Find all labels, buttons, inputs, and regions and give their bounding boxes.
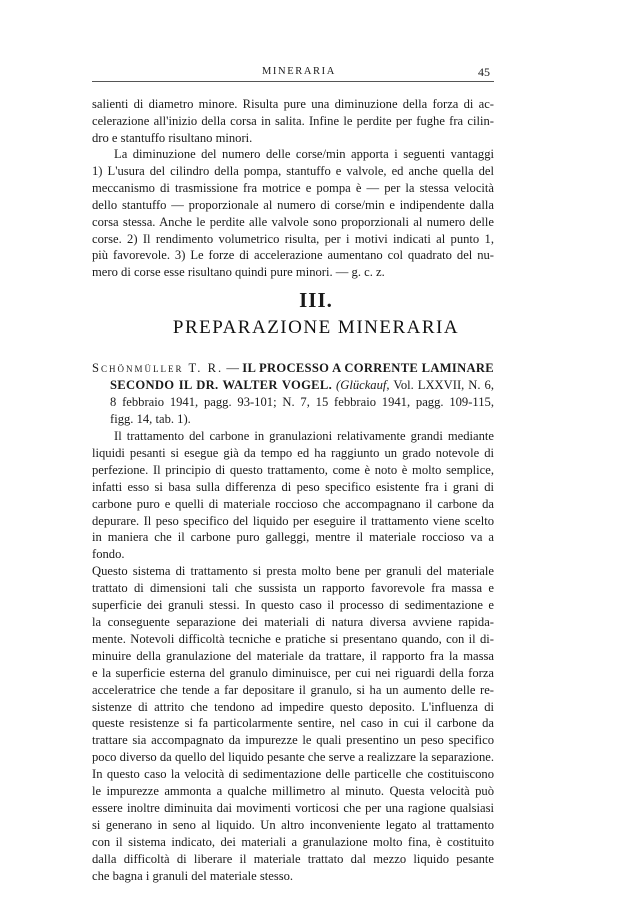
text-line: meccanismo di trasmissione fra motrice e pompa è — per la stessa velocità — [92, 180, 494, 195]
reference-journal: (Glückauf, — [336, 377, 390, 392]
reference-line: figg. 14, tab. 1). — [110, 411, 191, 426]
reference-line: 8 febbraio 1941, pagg. 93-101; N. 7, 15 febbraio 1941, pagg. 109-115, — [110, 394, 494, 409]
text-line: in maniera che il carbone puro galleggi, mentre il materiale roccioso va a fondo. — [92, 530, 494, 562]
section-number: III. — [299, 288, 333, 312]
text-line: dro e stantuffo risultano minori. — [92, 130, 253, 145]
bibliographic-reference — [92, 360, 494, 428]
running-head-title: MINERARIA — [262, 66, 336, 77]
text-line: più favorevole. 3) Le forze di accelerazione aumentano col quadrato del nu- — [92, 248, 494, 263]
text-line: dalla difficoltà di liberare il materiale trattato dal mezzo liquido pesante — [92, 851, 494, 866]
running-head — [0, 66, 632, 80]
text-line: si generano in seno al liquido. Un altro inconveniente legato al trattamento — [92, 817, 494, 832]
reference-author: Schönmüller T. R. — [92, 361, 224, 375]
paragraph-continued — [92, 96, 494, 147]
text-line: celerazione all'inizio della corsa in salita. Infine le perdite per fughe fra cilin- — [92, 113, 494, 128]
reference-dash: — — [223, 361, 243, 375]
text-line: depurare. Il peso specifico del liquido per eseguire il trattamento viene scelto — [92, 513, 494, 528]
text-line: le impurezze ammonta a qualche millimetro al minuto. Questa velocità può — [92, 784, 494, 799]
text-line: dello stantuffo — proporzionale al numero di corse/min e indipendente dalla — [92, 197, 494, 212]
text-line: Questo sistema di trattamento si presta molto bene per granuli del materiale — [92, 564, 494, 579]
text-line: trattato di dimensioni tali che sussista un rapporto favorevole fra massa e — [92, 581, 494, 596]
paragraph-body — [92, 428, 494, 884]
text-line: corsa stessa. Anche le perdite alle valvole sono proporzionali al numero delle — [92, 214, 494, 229]
text-line: 1) L'usura del cilindro della pompa, stantuffo e valvole, ed anche quella del — [92, 163, 494, 178]
text-line: corse. 2) Il rendimento volumetrico risulta, per i motivi indicati al punto 1, — [92, 231, 494, 246]
text-line: trattare sia accompagnato da impurezze le quali presentino un peso specifico — [92, 733, 494, 748]
text-line: infatti esso si basa sulla differenza di peso specifico esistente fra i grani di — [92, 479, 494, 494]
text-line: poco diverso da quello del liquido pesante che serve a realizzare la separazione. — [92, 750, 494, 765]
paragraph-advantages — [92, 146, 494, 281]
reference-line — [92, 360, 494, 377]
text-line: In questo caso la velocità di sedimentazione delle particelle che costituiscono — [92, 767, 494, 782]
text-line: mero di corse esse risultano quindi pure minori. — g. c. z. — [92, 265, 385, 280]
text-line: sistenze di attrito che tendono ad impedire questo deposito. L'influenza di — [92, 699, 494, 714]
text-line: superficie dei granuli stessi. In questo caso il processo di sedimentazione e — [92, 598, 494, 613]
section-title: PREPARAZIONE MINERARIA — [172, 317, 460, 338]
reference-volume: Vol. LXXVII, N. 6, — [389, 377, 494, 392]
header-rule — [92, 81, 494, 82]
text-line: liquidi pesanti si esegue già da tempo ed ha raggiunto un grado notevole di — [92, 445, 494, 460]
text-line: acceleratrice che tende a far depositare il granulo, si ha un aumento delle re- — [92, 682, 494, 697]
page-number: 45 — [478, 65, 490, 79]
text-line: essere inoltre diminuita dai movimenti vorticosi che per una ragione qualsiasi — [92, 800, 494, 815]
text-line: mente. Notevoli difficoltà tecniche e pratiche si presentano quando, con il di- — [92, 631, 494, 646]
text-line: perfezione. Il principio di questo trattamento, come è noto è molto semplice, — [92, 462, 494, 477]
text-line: salienti di diametro minore. Risulta pure una diminuzione della forza di ac- — [92, 97, 494, 111]
text-line: La diminuzione del numero delle corse/min apporta i seguenti vantaggi — [114, 147, 494, 161]
reference-line — [92, 377, 494, 394]
reference-title-cont: SECONDO IL DR. WALTER VOGEL. — [110, 377, 333, 392]
text-line: con il sistema indicato, dei materiali a granulazione molto fina, è costituito — [92, 834, 494, 849]
text-line: la conseguente separazione dei materiali di natura diversa avviene rapida- — [92, 614, 494, 629]
text-line: Il trattamento del carbone in granulazioni relativamente grandi mediante — [114, 429, 494, 443]
reference-title: IL PROCESSO A CORRENTE LAMINARE — [242, 361, 494, 375]
text-line: e la superficie esterna del granulo diminuisce, per cui nei riguardi della forza — [92, 665, 494, 680]
text-line: carbone puro e quelli di materiale roccioso che accompagnano il carbone da — [92, 496, 494, 511]
text-line: queste resistenze si fa particolarmente sentire, nel caso in cui il carbone da — [92, 716, 494, 731]
text-line: minuire della granulazione del materiale da trattare, il rapporto fra la massa — [92, 648, 494, 663]
text-line: che bagna i granuli del materiale stesso. — [92, 868, 294, 883]
